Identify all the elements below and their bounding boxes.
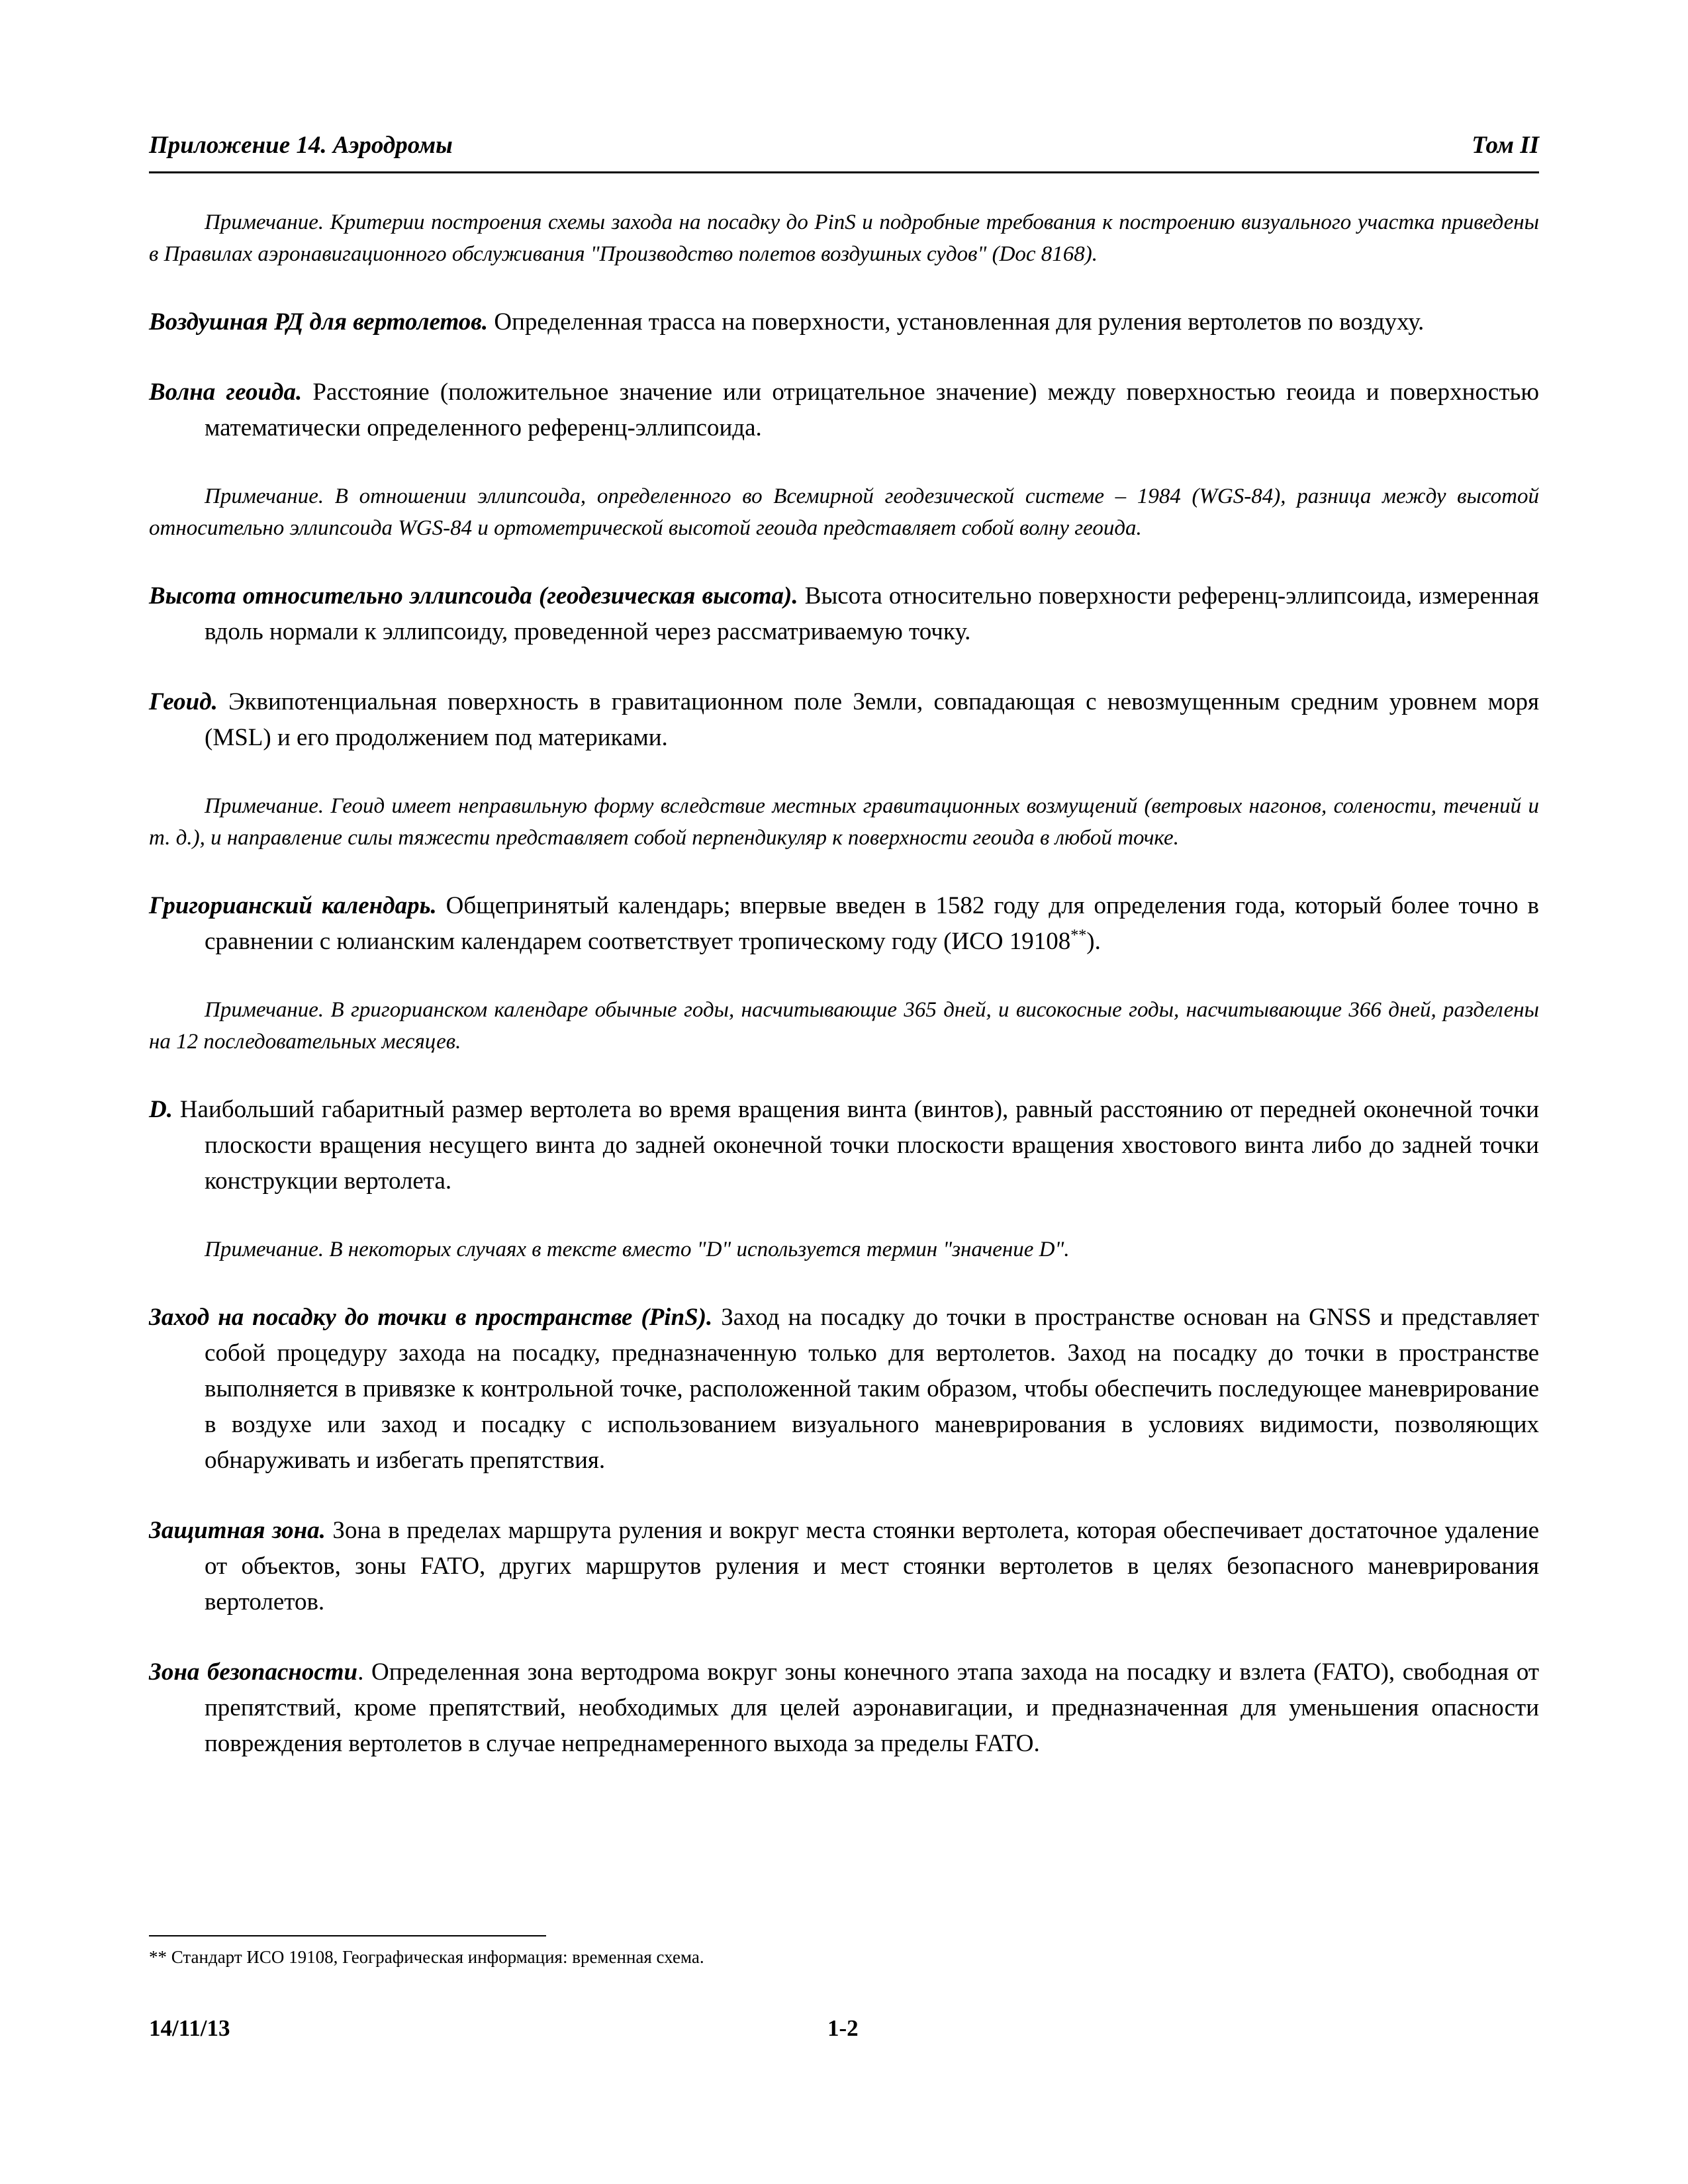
note-text: Примечание. Критерии построения схемы захода на посадку до PinS и подробные требования к построению визуального участка приведены в Правилах аэронавигационного обслуживания "Производство полетов воздушных судов" (Doc 8168). bbox=[149, 210, 1539, 266]
note-text: Примечание. Геоид имеет неправильную форму вследствие местных гравитационных возмущений (ветровых нагонов, солености, течений и т. д.), и направление силы тяжести представляет собой перпендикуляр к поверхности геоида в любой точке. bbox=[149, 794, 1539, 850]
page-number: 1-2 bbox=[827, 2015, 859, 2041]
footer-date: 14/11/13 bbox=[149, 2015, 230, 2041]
footnote-text: Стандарт ИСО 19108, Географическая информация: временная схема. bbox=[167, 1947, 704, 1967]
definition-term: Воздушная РД для вертолетов. bbox=[149, 308, 489, 336]
page-header bbox=[149, 131, 1539, 159]
note-text: Примечание. В некоторых случаях в тексте вместо "D" используется термин "значение D". bbox=[205, 1238, 1070, 1261]
note-paragraph bbox=[149, 206, 1539, 270]
note-text: Примечание. В григорианском календаре обычные годы, насчитывающие 365 дней, и високосные годы, насчитывающие 366 дней, разделены на 12 последовательных месяцев. bbox=[149, 998, 1539, 1054]
definition-term: D. bbox=[149, 1096, 173, 1123]
definition-term: Волна геоида. bbox=[149, 379, 303, 406]
header-volume: Том II bbox=[1472, 132, 1539, 159]
note-paragraph bbox=[149, 480, 1539, 544]
definition-entry bbox=[149, 578, 1539, 650]
definition-text: Заход на посадку до точки в пространстве основан на GNSS и представляет собой процедуру захода на посадку, предназначенную только для вертолетов. Заход на посадку до точки в пространстве выполняется в привязке к контрольной точке, расположенной таким образом, чтобы обеспечить последующее маневрирование в воздухе или заход и посадку с использованием визуального маневрирования в условиях видимости, позволяющих обнаруживать и избегать препятствия. bbox=[205, 1304, 1539, 1474]
definition-text: Зона в пределах маршрута руления и вокруг места стоянки вертолета, которая обеспечивает достаточное удаление от объектов, зоны FATO, других маршрутов руления и мест стоянки вертолетов в целях безопасного маневрирования вертолетов. bbox=[205, 1517, 1539, 1615]
header-rule bbox=[149, 171, 1539, 173]
definition-term: Защитная зона. bbox=[149, 1517, 326, 1544]
definition-term: Зона безопасности bbox=[149, 1659, 358, 1686]
note-paragraph bbox=[149, 1234, 1539, 1265]
definition-entry bbox=[149, 1300, 1539, 1479]
definition-entry bbox=[149, 1655, 1539, 1762]
definition-text: Общепринятый календарь; впервые введен в 1582 году для определения года, который более точно в сравнении с юлианским календарем соответствует тропическому году (ИСО 19108 bbox=[205, 892, 1539, 955]
footnote-rule bbox=[149, 1935, 546, 1936]
definition-text: Расстояние (положительное значение или отрицательное значение) между поверхностью геоида и поверхностью математически определенного референц-эллипсоида. bbox=[205, 379, 1540, 441]
definition-term: Заход на посадку до точки в пространстве (PinS). bbox=[149, 1304, 713, 1331]
definition-term: Высота относительно эллипсоида (геодезическая высота). bbox=[149, 582, 798, 610]
definition-term: Григорианский календарь. bbox=[149, 892, 437, 919]
definition-text: Наибольший габаритный размер вертолета во время вращения винта (винтов), равный расстоянию от передней оконечной точки плоскости вращения несущего винта до задней оконечной точки плоскости вращения хвостового винта либо до задней точки конструкции вертолета. bbox=[172, 1096, 1539, 1195]
definition-text-tail: ). bbox=[1086, 928, 1101, 955]
definition-text: Высота относительно поверхности референц-эллипсоида, измеренная вдоль нормали к эллипсоиду, проведенной через рассматриваемую точку. bbox=[205, 582, 1539, 645]
note-text: Примечание. В отношении эллипсоида, определенного во Всемирной геодезической системе – 1984 (WGS-84), разница между высотой относительно эллипсоида WGS-84 и ортометрической высотой геоида представляет собой волну геоида. bbox=[149, 484, 1539, 540]
header-title: Приложение 14. Аэродромы bbox=[149, 132, 453, 159]
definition-entry bbox=[149, 888, 1539, 960]
definition-entry bbox=[149, 304, 1539, 340]
footnote bbox=[149, 1947, 704, 1968]
definition-text: . Определенная зона вертодрома вокруг зоны конечного этапа захода на посадку и взлета (FATO), свободная от препятствий, кроме препятствий, необходимых для целей аэронавигации, и предназначенная для уменьшения опасности повреждения вертолетов в случае непреднамеренного выхода за пределы FATO. bbox=[205, 1659, 1539, 1757]
definition-entry bbox=[149, 375, 1539, 446]
footnote-mark: ** bbox=[149, 1947, 167, 1967]
note-paragraph bbox=[149, 994, 1539, 1058]
footnote-reference: ** bbox=[1070, 927, 1087, 944]
definitions-body bbox=[149, 206, 1539, 1796]
definition-entry bbox=[149, 1513, 1539, 1620]
definition-text: Эквипотенциальная поверхность в гравитационном поле Земли, совпадающая с невозмущенным средним уровнем моря (MSL) и его продолжением под материками. bbox=[205, 688, 1539, 751]
definition-term: Геоид. bbox=[149, 688, 218, 715]
definition-text: Определенная трасса на поверхности, установленная для руления вертолетов по воздуху. bbox=[488, 308, 1425, 336]
definition-entry bbox=[149, 684, 1539, 756]
definition-entry bbox=[149, 1092, 1539, 1199]
note-paragraph bbox=[149, 790, 1539, 854]
